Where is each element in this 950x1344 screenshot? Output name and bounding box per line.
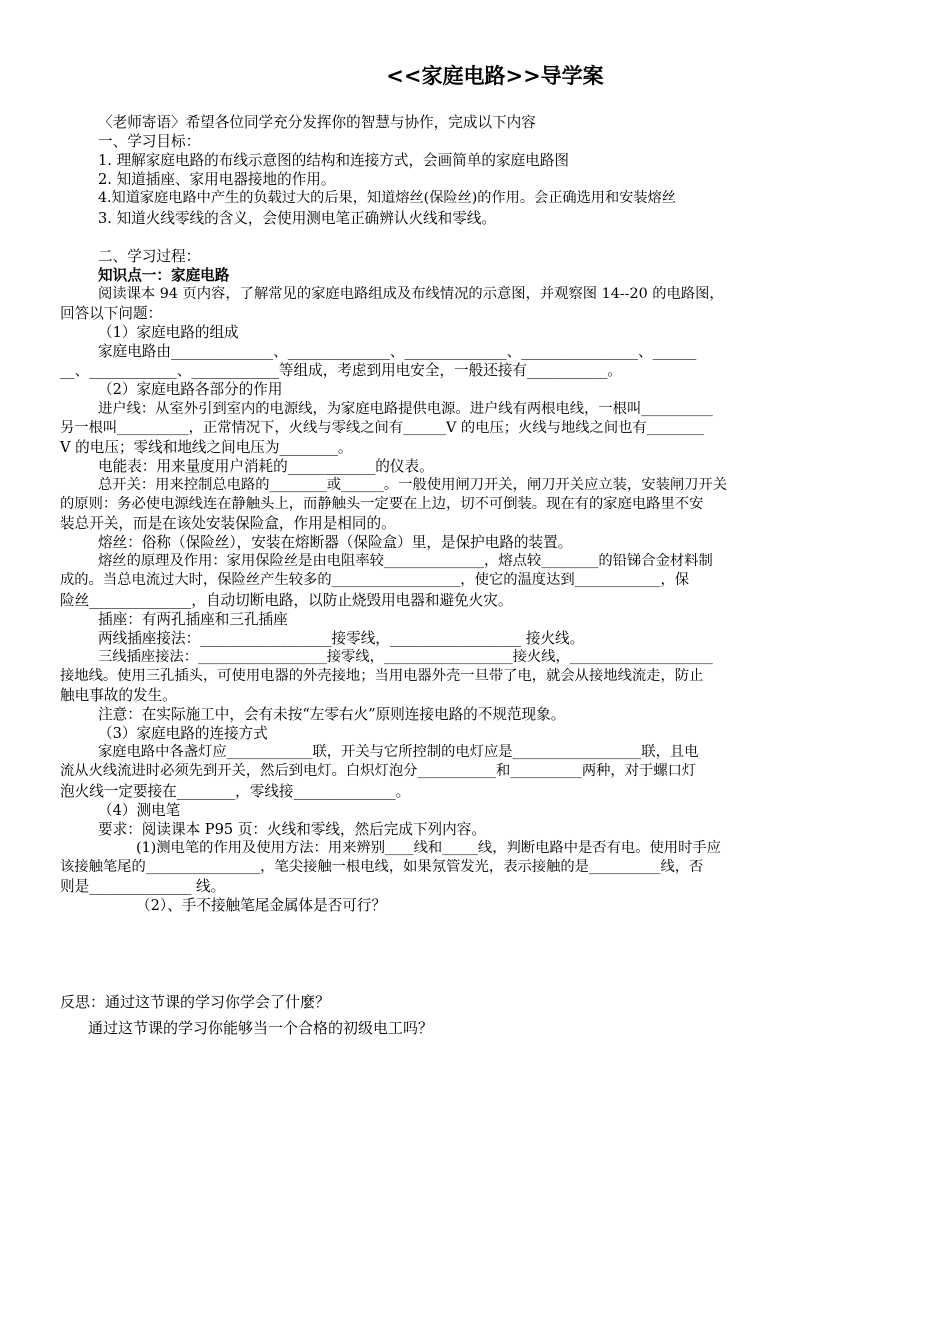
paragraph-line: 熔丝：俗称（保险丝），安装在熔断器（保险盒）里，是保护电路的装置。 — [98, 534, 573, 551]
paragraph-line: 另一根叫__________，正常情况下，火线与零线之间有______V 的电压；火线与地线之间也有________ — [60, 420, 704, 436]
goal-item-2: 2. 知道插座、家用电器接地的作用。 — [98, 171, 336, 188]
paragraph-line: (1)测电笔的作用及使用方法：用来辨别____线和_____线，判断电路中是否有电。使用时手应 — [136, 840, 721, 856]
goal-item-3: 3. 知道火线零线的含义，会使用测电笔正确辨认火线和零线。 — [98, 210, 497, 227]
subsection-heading: （3）家庭电路的连接方式 — [98, 725, 268, 742]
paragraph-line: 险丝______________，自动切断电路，以防止烧毁用电器和避免火灾。 — [60, 592, 513, 609]
goal-item-4: 4.知道家庭电路中产生的负载过大的后果，知道熔丝(保险丝)的作用。会正确选用和安装熔丝 — [98, 190, 676, 206]
paragraph-line: 触电事故的发生。 — [60, 687, 177, 704]
fill-blank-line: __、____________、____________等组成，考虑到用电安全，一般还接有___________。 — [60, 362, 622, 379]
knowledge-point-title: 知识点一：家庭电路 — [98, 267, 230, 284]
paragraph-line: 流从火线流进时必须先到开关，然后到电灯。白炽灯泡分___________和__________两种，对于螺口灯 — [60, 763, 697, 779]
section-heading-goals: 一、学习目标： — [98, 133, 201, 150]
paragraph-line: 回答以下问题： — [60, 305, 163, 322]
section-heading-process: 二、学习过程： — [98, 248, 201, 265]
paragraph-line: V 的电压；零线和地线之间电压为________。 — [60, 439, 353, 456]
paragraph-line: 进户线：从室外引到室内的电源线，为家庭电路提供电源。进户线有两根电线，一根叫__________ — [98, 401, 713, 417]
subsection-heading: （4）测电笔 — [98, 802, 181, 819]
paragraph-line: 装总开关，而是在该处安装保险盒，作用是相同的。 — [60, 515, 396, 532]
question-line: （2）、手不接触笔尾金属体是否可行？ — [136, 897, 387, 914]
paragraph-line: 总开关：用来控制总电路的________或______。一般使用闸刀开关，闸刀开关应立装，安装闸刀开关 — [98, 477, 728, 493]
fill-blank-line: 家庭电路由______________、______________、______________、________________、______ — [98, 343, 697, 360]
paragraph-line: 要求：阅读课本 P95 页：火线和零线，然后完成下列内容。 — [98, 821, 486, 838]
paragraph-line: 三线插座接法：__________________接零线，__________________接火线，____________________ — [98, 649, 713, 665]
paragraph-line: 的原则：务必使电源线连在静触头上，而静触头一定要在上边，切不可倒装。现在有的家庭电路里不安 — [60, 496, 704, 512]
paragraph-line: 成的。当总电流过大时，保险丝产生较多的__________________，使它的温度达到____________，保 — [60, 572, 690, 588]
paragraph-line: 阅读课本 94 页内容，了解常见的家庭电路组成及布线情况的示意图，并观察图 14--20 的电路图， — [98, 286, 724, 302]
paragraph-line: 注意：在实际施工中，会有未按“左零右火”原则连接电路的不规范现象。 — [98, 706, 566, 723]
paragraph-line: 泡火线一定要接在________，零线接______________。 — [60, 783, 411, 800]
paragraph-line: 两线插座接法：__________________接零线，__________________ 接火线。 — [98, 630, 585, 647]
paragraph-line: 该接触笔尾的________________，笔尖接触一根电线，如果氖管发光，表示接触的是__________线，否 — [60, 859, 704, 875]
paragraph-line: 电能表：用来量度用户消耗的____________的仪表。 — [98, 458, 434, 475]
teacher-message: 〈老师寄语〉希望各位同学充分发挥你的智慧与协作，完成以下内容 — [98, 114, 536, 131]
goal-item-1: 1. 理解家庭电路的布线示意图的结构和连接方式，会画简单的家庭电路图 — [98, 152, 569, 169]
reflection-line-1: 反思：通过这节课的学习你学会了什麼？ — [60, 993, 331, 1011]
subsection-heading: （2）家庭电路各部分的作用 — [98, 381, 283, 398]
page-title: <<家庭电路>>导学案 — [386, 63, 604, 88]
paragraph-line: 插座：有两孔插座和三孔插座 — [98, 611, 288, 628]
subsection-heading: （1）家庭电路的组成 — [98, 324, 239, 341]
paragraph-line: 家庭电路中各盏灯应____________联，开关与它所控制的电灯应是__________________联，且电 — [98, 744, 699, 760]
reflection-line-2: 通过这节课的学习你能够当一个合格的初级电工吗？ — [88, 1019, 434, 1037]
paragraph-line: 熔丝的原理及作用：家用保险丝是由电阻率较______________，熔点较________的铅锑合金材料制 — [98, 553, 713, 569]
paragraph-line: 则是______________ 线。 — [60, 878, 226, 895]
paragraph-line: 接地线。使用三孔插头，可使用电器的外壳接地；当用电器外壳一旦带了电，就会从接地线流走，防止 — [60, 668, 704, 684]
